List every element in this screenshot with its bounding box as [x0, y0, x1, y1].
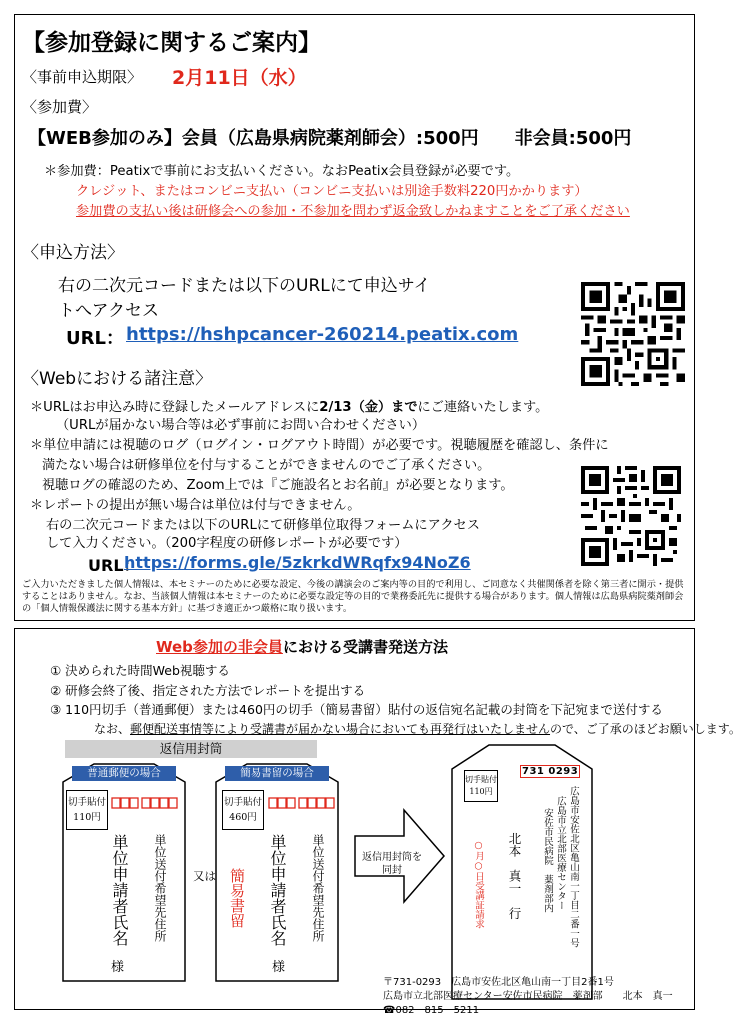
fee-note-payment: ＊参加費：Peatixで事前にお支払いください。なおPeatix会員登録が必要です。	[44, 164, 520, 179]
return-envelope-label: 返信用封筒	[65, 740, 317, 758]
apply-label: 〈申込方法〉	[22, 243, 124, 263]
web-notes-label: 〈Webにおける諸注意〉	[22, 369, 213, 389]
apply-text-1: 右の二次元コードまたは以下のURLにて申込サイ	[58, 276, 431, 296]
sample-recipient-name: 北本 真一 行	[507, 832, 522, 920]
section-title: 【参加登録に関するご案内】	[22, 30, 321, 56]
deadline-value: 2月11日（水）	[172, 67, 307, 89]
web-note-5: 視聴ログの確認のため、Zoom上では『ご施設名とお名前』が必要となります。	[42, 478, 514, 493]
step-1: ① 決められた時間Web視聴する	[50, 663, 230, 678]
apply-text-2: トへアクセス	[58, 301, 159, 321]
sample-address-1: 広島市安佐北区亀山南一丁目二番一号	[568, 786, 579, 948]
envelope-1-zip-boxes	[111, 794, 179, 813]
envelope-2-registered-mark: 簡易書留	[228, 868, 246, 928]
envelope-2-name-field: 単位申請者氏名	[268, 834, 287, 946]
envelope-1-name-field: 単位申請者氏名	[110, 834, 129, 946]
registration-url-link[interactable]: https://hshpcancer-260214.peatix.com	[126, 324, 519, 345]
report-form-qr-code[interactable]	[581, 466, 681, 566]
reissue-note: なお、郵便配送事情等により受講書が届かない場合においても再発行はいたしませんので、ご了承のほどお願いします。	[94, 722, 741, 736]
arrow-text: 返信用封筒を 同封	[362, 852, 422, 876]
fee-line: 【WEB参加のみ】会員（広島県病院薬剤師会）:500円 非会員:500円	[28, 128, 632, 149]
step-2: ② 研修会終了後、指定された方法でレポートを提出する	[50, 683, 366, 698]
web-note-3: ＊単位申請には視聴のログ（ログイン・ログアウト時間）が必要です。視聴履歴を確認し、条件に	[30, 438, 609, 453]
deadline-label: 〈事前申込期限〉	[22, 68, 143, 86]
mail-address-zip-line: 〒731-0293 広島市安佐北区亀山南一丁目2番1号	[383, 977, 614, 988]
envelope-2-label: 簡易書留の場合	[225, 766, 329, 781]
or-label: 又は	[193, 869, 216, 883]
fee-note-methods: クレジット、またはコンビニ支払い（コンビニ支払いは別途手数料220円かかります）	[76, 184, 588, 199]
sample-address-2: 広島市立北部医療センター	[555, 796, 566, 910]
report-form-url-link[interactable]: https://forms.gle/5zkrkdWRqfx94NoZ6	[124, 553, 471, 572]
envelope-2-zip-boxes	[268, 794, 336, 813]
web-note-1: ＊URLはお申込み時に登録したメールアドレスに2/13（金）までにご連絡いたします。	[30, 400, 549, 415]
web-note-8: して入力ください。（200字程度の研修レポートが必要です）	[46, 536, 408, 551]
sample-stamp-box: 切手貼付 110円	[464, 770, 498, 802]
fee-label: 〈参加費〉	[22, 98, 98, 116]
web-note-7: 右の二次元コードまたは以下のURLにて研修単位取得フォームにアクセス	[46, 518, 480, 533]
envelope-2-address-field: 単位送付希望先住所	[311, 834, 325, 942]
fee-note-norefund: 参加費の支払い後は研修会への参加・不参加を問わず返金致しかねますことをご了承ください	[76, 204, 630, 219]
web-note-6: ＊レポートの提出が無い場合は単位は付与できません。	[30, 498, 361, 513]
envelope-1-stamp-box: 切手貼付 110円	[66, 790, 108, 830]
sample-address-3: 安佐市民病院 薬剤部内	[542, 808, 553, 913]
sample-zip: 731 0293	[522, 766, 579, 777]
envelope-1-sama: 様	[111, 960, 125, 975]
web-note-4: 満たない場合は研修単位を付与することができませんのでご了承ください。	[42, 458, 491, 473]
envelope-1-label: 普通郵便の場合	[72, 766, 176, 781]
step-3: ③ 110円切手（普通郵便）または460円の切手（簡易書留）貼付の返信宛名記載の封筒を下記宛まで送付する	[50, 702, 663, 717]
web-note-2: （URLが届かない場合等は必ず事前にお問い合わせください）	[56, 418, 426, 433]
envelope-2-sama: 様	[272, 960, 286, 975]
url1-label: URL：	[66, 328, 124, 349]
sample-request-note: ○月○日受講証請求	[473, 840, 484, 929]
privacy-notice: ご入力いただきました個人情報は、本セミナーのために必要な設定、今後の講演会のご案内等の目的で利用し、ご同意なく共催関係者を除く第三者に開示・提供することはありません。なお、当該個人情報は本セミナーのために必要な設定等の目的で業務委託先に提供する場合があります。個人情報は広島県病院薬剤師会の「個人情報保護法に関する基本方針」に基づき適正かつ厳格に取り扱います。	[22, 579, 684, 614]
envelope-1-address-field: 単位送付希望先住所	[153, 834, 167, 942]
registration-qr-code[interactable]	[581, 282, 685, 386]
delivery-title: Web参加の非会員における受講書発送方法	[156, 638, 448, 656]
mail-address-tel: ☎082－815－5211	[383, 1005, 480, 1016]
mail-address-org: 広島市立北部医療センター安佐市民病院 薬剤部 北本 真一	[383, 991, 673, 1002]
envelope-2-stamp-box: 切手貼付 460円	[222, 790, 264, 830]
url2-label: URL：	[88, 556, 140, 575]
